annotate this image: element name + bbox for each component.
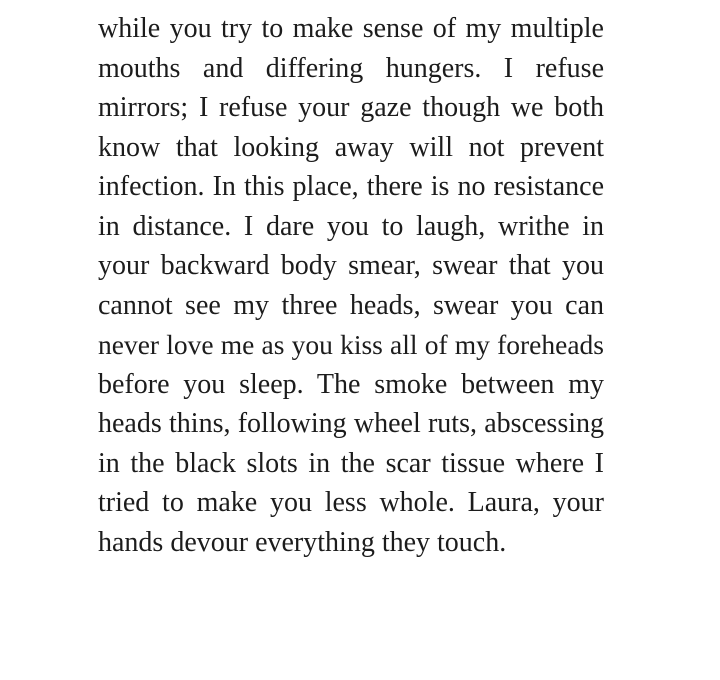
text-line: hands devour everything they touch. — [98, 526, 507, 558]
text-line: your backward body smear, swear that you — [98, 250, 604, 281]
text-line: mirrors; I refuse your gaze though we both — [98, 92, 604, 123]
prose-passage — [98, 9, 604, 562]
text-line: know that looking away will not prevent — [98, 131, 604, 163]
text-line: before you sleep. The smoke between my — [98, 368, 604, 400]
text-line: never love me as you kiss all of my foreheads — [98, 329, 604, 360]
text-line: while you try to make sense of my multiple — [98, 13, 604, 44]
text-line: infection. In this place, there is no resistance — [98, 171, 604, 202]
text-line: mouths and differing hungers. I refuse — [98, 52, 604, 84]
text-line: cannot see my three heads, swear you can — [98, 289, 604, 321]
text-line: tried to make you less whole. Laura, your — [98, 487, 604, 518]
text-line: in the black slots in the scar tissue where I — [98, 447, 604, 479]
text-line: in distance. I dare you to laugh, writhe in — [98, 210, 604, 242]
text-line: heads thins, following wheel ruts, abscessing — [98, 408, 604, 439]
